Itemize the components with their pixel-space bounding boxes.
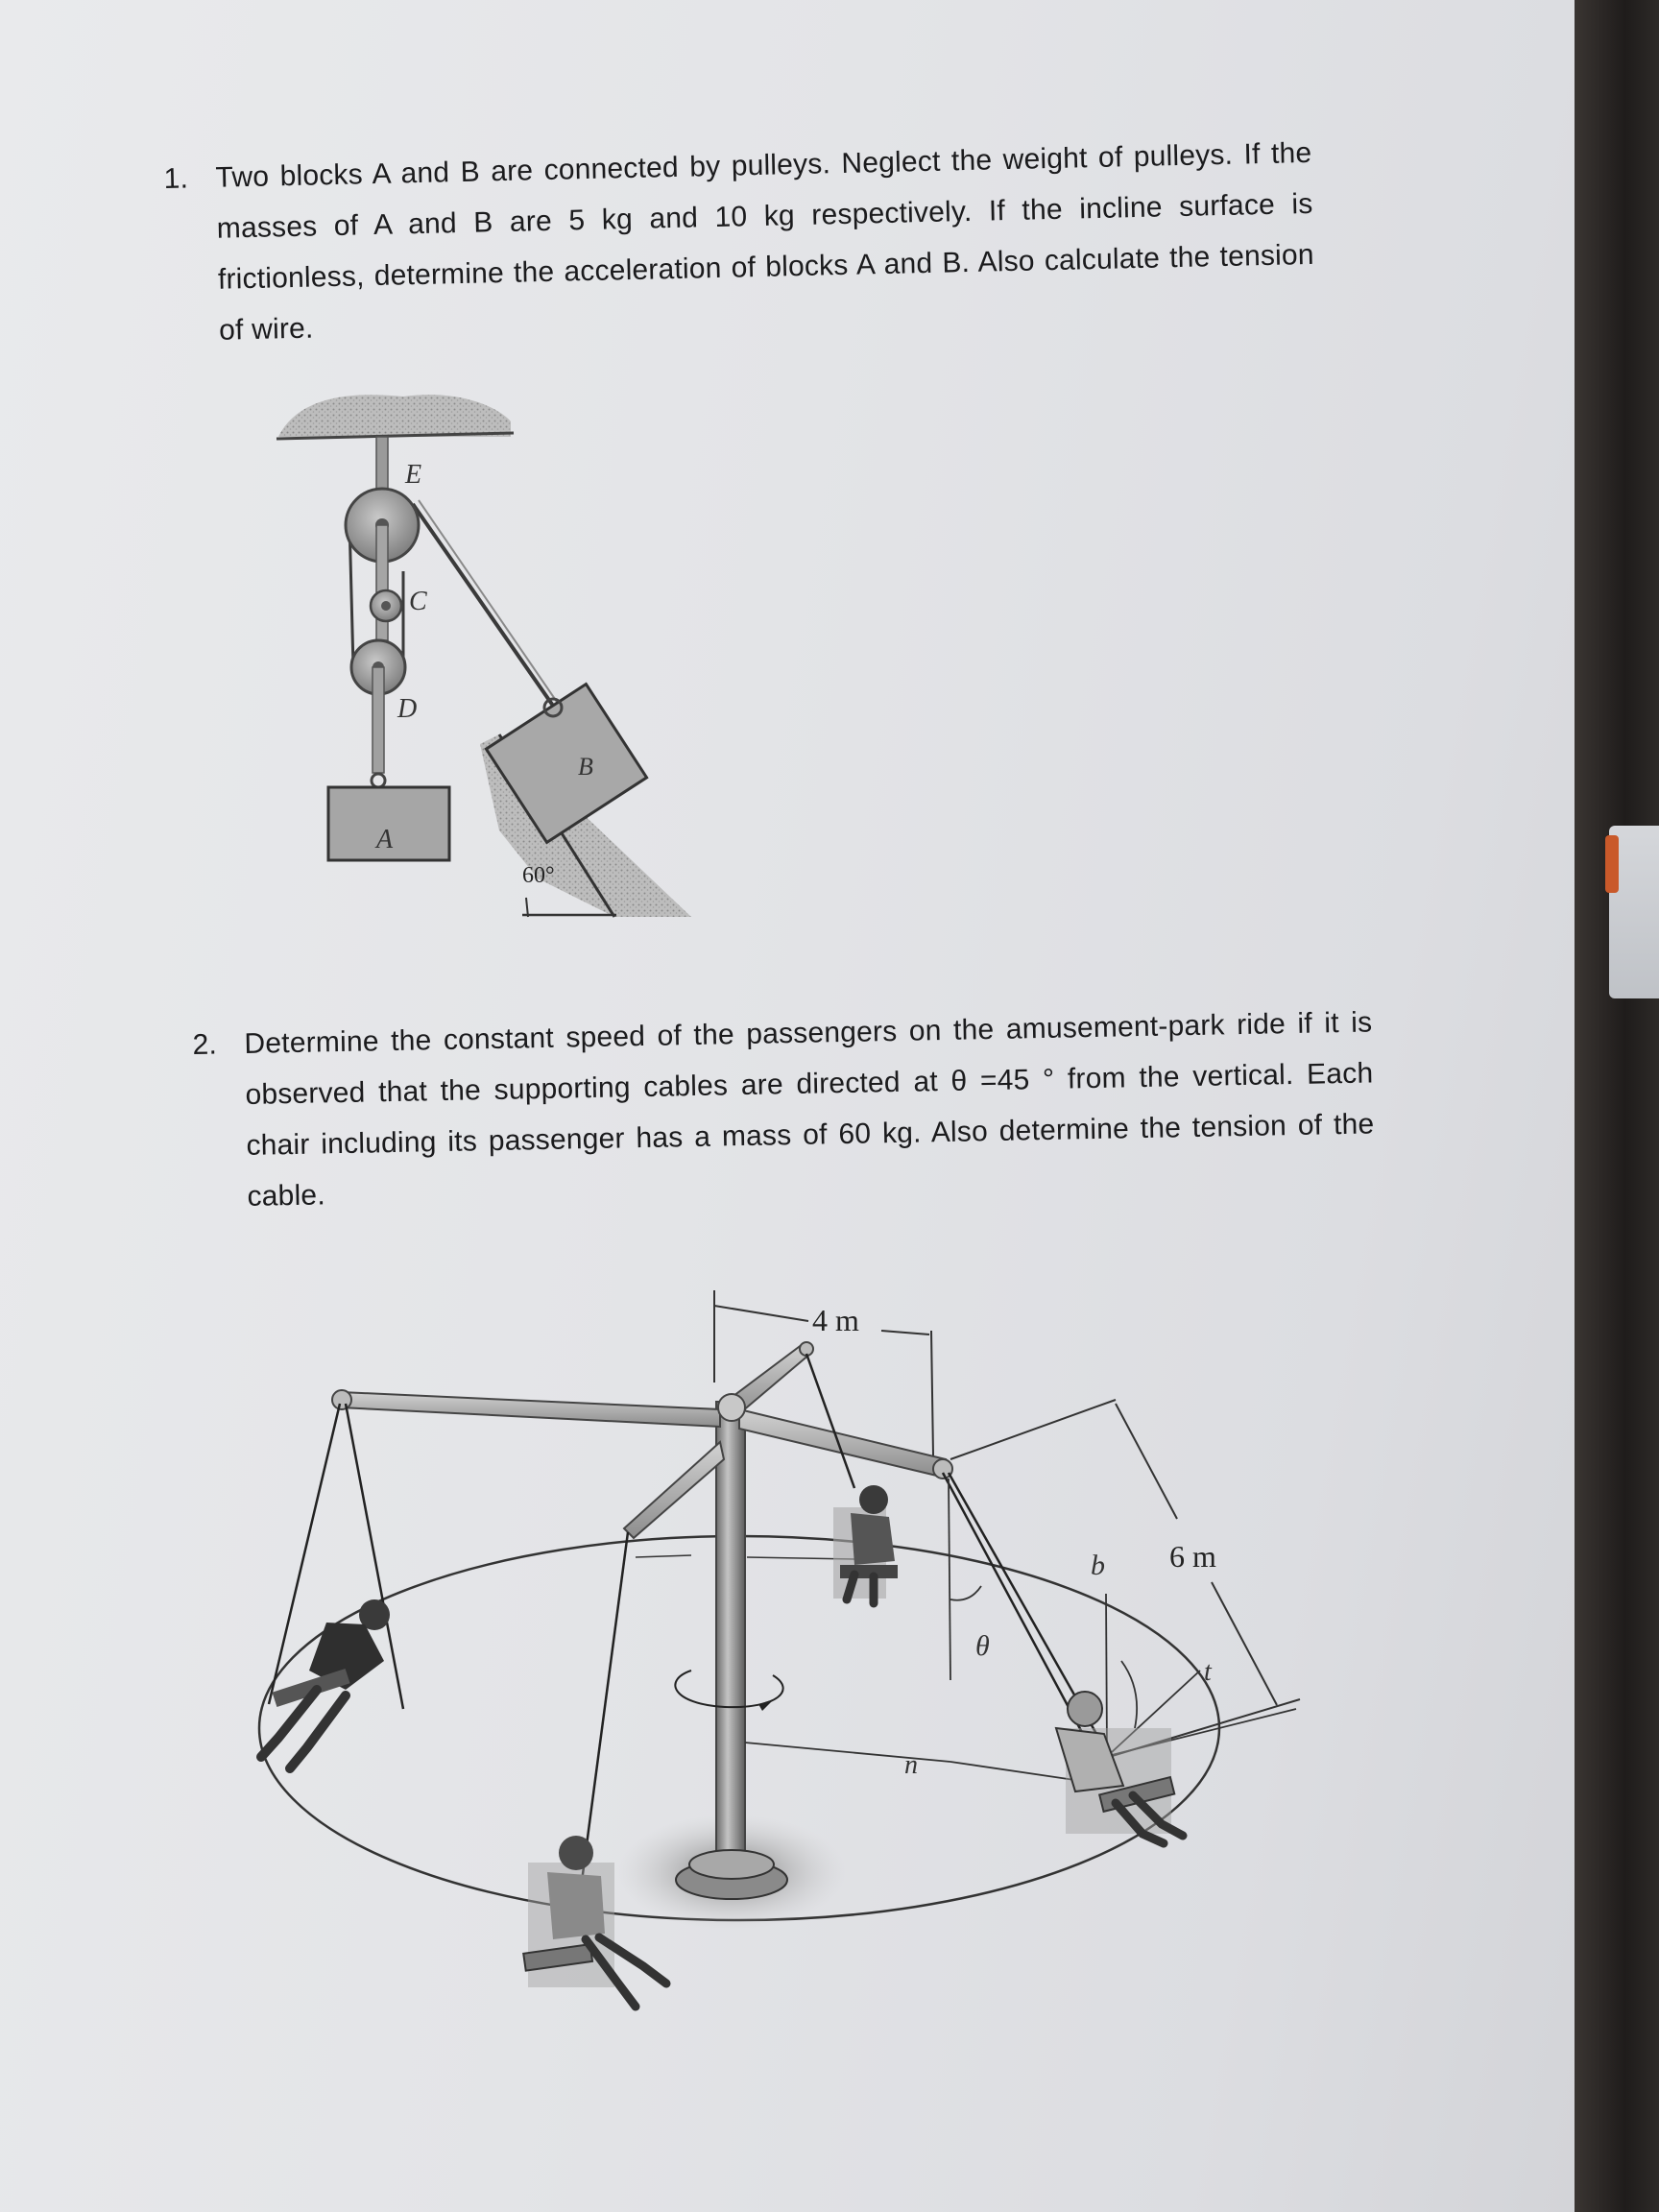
dim-4m-right-tick [931,1331,933,1455]
link-E-C [376,525,388,640]
radius-line [745,1743,950,1762]
arm-front [624,1442,724,1538]
dim-6m-line-upper [1116,1404,1177,1519]
ring-line-front [636,1555,691,1557]
question-1-text: Two blocks A and B are connected by pulleys. Neglect the weight of pulleys. If the masses of A and B are 5 kg and 10 kg respectively. If the incline surface is frictionless, determine the acceleration of blocks A and B. Also calculate the tension of wire. [215,136,1315,347]
rotation-arrowhead [758,1699,774,1711]
background-edge [1575,0,1659,2212]
hook-A [372,774,385,787]
label-D: D [397,694,418,724]
background-object-accent [1605,835,1619,893]
dim-4m-line-left [714,1306,808,1321]
label-angle: 60° [522,863,555,888]
passenger-right [1056,1692,1183,1843]
dim-6m-label: 6 m [1169,1539,1216,1574]
vertical-ref-line [949,1479,950,1680]
pole-cap [718,1394,745,1421]
arm-left [341,1392,720,1427]
cable-right-1 [943,1473,1085,1738]
label-theta: θ [975,1630,990,1662]
arm-end-back [800,1342,813,1356]
label-b: b [1091,1550,1105,1581]
amusement-ride-figure [240,1277,1315,2045]
dim-4m-line-right [881,1331,929,1334]
label-B: B [578,753,593,781]
rope-to-B [413,504,553,706]
theta-arc [950,1586,981,1600]
arm-end-left [332,1390,351,1409]
label-E: E [405,460,422,490]
ceiling-support [278,395,511,437]
question-2-text: Determine the constant speed of the passengers on the amusement-park ride if it is observed that the supporting cables are directed at θ =45 ° from the vertical. Each chair including its passenger has a mass of 60 kg. Also determine the tension of the cable. [244,1006,1375,1213]
arm-right [739,1409,946,1477]
rope-to-B-shade [419,500,557,702]
arc-near-b [1121,1661,1137,1728]
cable-back [806,1354,854,1488]
question-1 [163,128,1315,347]
dim-4m-label: 4 m [812,1303,859,1337]
passenger-back [833,1485,898,1603]
pulley-C-hub [381,601,391,611]
passenger-left [261,1599,390,1768]
dim-6m-line-lower [1212,1582,1277,1705]
label-C: C [409,587,427,616]
pole-base-upper [689,1850,774,1879]
label-A: A [376,825,394,854]
dim-6m-tick-top [950,1400,1116,1459]
pulley-figure [269,379,710,926]
central-pole [716,1402,745,1863]
question-2-number: 2. [192,1028,218,1061]
label-n: n [904,1750,918,1780]
question-1-number: 1. [163,162,189,195]
question-2 [192,997,1375,1213]
rod-D-A [373,667,384,773]
label-t: t [1204,1657,1212,1687]
